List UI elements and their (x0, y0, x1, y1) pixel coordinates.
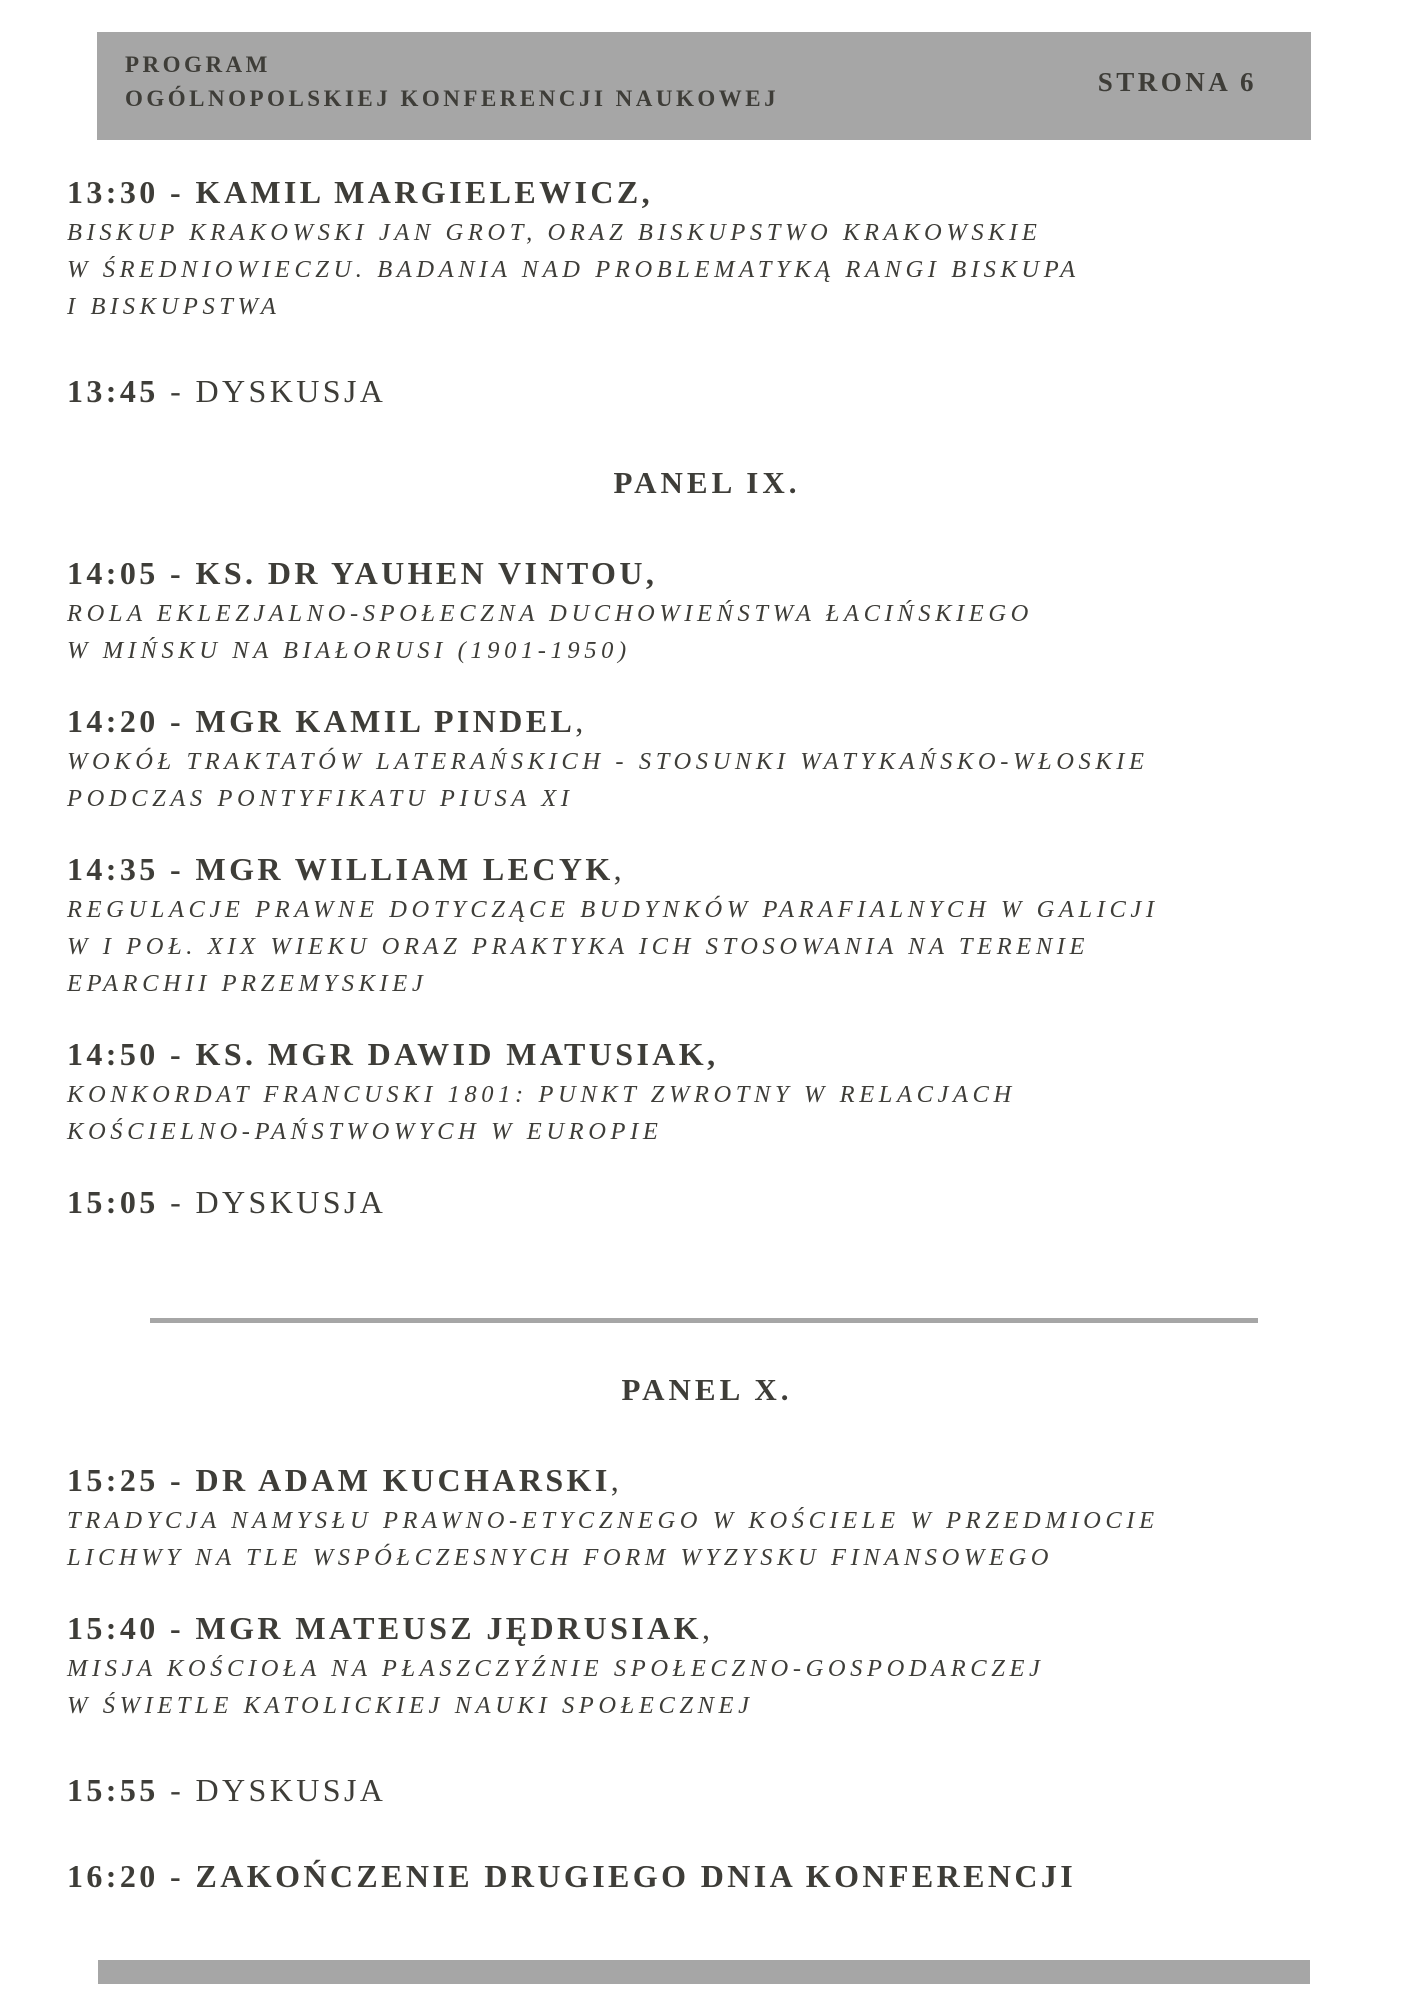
entry-comma: , (610, 1462, 623, 1498)
entry-heading (67, 1034, 1327, 1074)
entry-time: 16:20 - (67, 1858, 185, 1894)
entry-heading (67, 1460, 1327, 1500)
entry-comma: , (701, 1610, 714, 1646)
program-entry (67, 1770, 1327, 1810)
entry-time: 15:05 (67, 1184, 159, 1220)
program-entry (67, 1608, 1327, 1724)
entry-heading (67, 172, 1327, 212)
entry-speaker: MGR WILLIAM LECYK (195, 851, 614, 887)
entry-heading (67, 849, 1327, 889)
footer-bar (98, 1960, 1310, 1984)
program-entry (67, 1182, 1327, 1222)
panel-heading: PANEL X. (621, 1372, 793, 1407)
entry-speaker: KAMIL MARGIELEWICZ, (195, 174, 654, 210)
entry-time: 14:20 - (67, 703, 185, 739)
section-divider (150, 1318, 1258, 1323)
program-entry (67, 1460, 1327, 1576)
entry-topic: MISJA KOŚCIOŁA NA PŁASZCZYŹNIE SPOŁECZNO-GOSPODARCZEJ W ŚWIETLE KATOLICKIEJ NAUKI SPOŁECZNEJ (67, 1655, 1045, 1719)
entry-time: 13:45 (67, 373, 159, 409)
entry-speaker: MGR MATEUSZ JĘDRUSIAK (195, 1610, 702, 1646)
header-line-2: OGÓLNOPOLSKIEJ KONFERENCJI NAUKOWEJ (125, 86, 780, 111)
entry-label: - DYSKUSJA (170, 1184, 387, 1220)
program-entry (67, 371, 1327, 411)
entry-heading (67, 1856, 1327, 1896)
entry-time: 15:55 (67, 1772, 159, 1808)
entry-heading (67, 371, 1327, 411)
program-entry (67, 701, 1327, 817)
entry-time: 14:50 - (67, 1036, 185, 1072)
header-line-1: PROGRAM (125, 52, 271, 77)
entry-heading (67, 1770, 1327, 1810)
program-section-2 (67, 1370, 1327, 1928)
entry-speaker: KS. MGR DAWID MATUSIAK, (195, 1036, 719, 1072)
entry-topic: BISKUP KRAKOWSKI JAN GROT, ORAZ BISKUPSTWO KRAKOWSKIE W ŚREDNIOWIECZU. BADANIA NAD PROBLEMATYKĄ RANGI BISKUPA I BISKUPSTWA (67, 219, 1080, 320)
entry-comma: , (613, 851, 626, 887)
program-section-1 (67, 172, 1327, 1254)
page-number: STRONA 6 (1097, 67, 1257, 97)
program-entry (67, 1856, 1327, 1896)
entry-speaker: DR ADAM KUCHARSKI (195, 1462, 611, 1498)
program-entry (67, 1034, 1327, 1150)
entry-time: 13:30 - (67, 174, 185, 210)
entry-heading (67, 553, 1327, 593)
program-entry (67, 172, 1327, 325)
entry-topic: KONKORDAT FRANCUSKI 1801: PUNKT ZWROTNY W RELACJACH KOŚCIELNO-PAŃSTWOWYCH W EUROPIE (67, 1081, 1016, 1145)
entry-closing: ZAKOŃCZENIE DRUGIEGO DNIA KONFERENCJI (195, 1858, 1077, 1894)
page-header (97, 32, 1311, 140)
header-title (125, 48, 779, 116)
entry-speaker: KS. DR YAUHEN VINTOU, (195, 555, 658, 591)
entry-label: - DYSKUSJA (170, 373, 387, 409)
entry-heading (67, 1608, 1327, 1648)
entry-time: 15:25 - (67, 1462, 185, 1498)
entry-topic: TRADYCJA NAMYSŁU PRAWNO-ETYCZNEGO W KOŚCIELE W PRZEDMIOCIE LICHWY NA TLE WSPÓŁCZESNYCH FORM WYZYSKU FINANSOWEGO (67, 1507, 1159, 1571)
entry-topic: ROLA EKLEZJALNO-SPOŁECZNA DUCHOWIEŃSTWA ŁACIŃSKIEGO W MIŃSKU NA BIAŁORUSI (1901-1950) (67, 600, 1033, 664)
entry-topic: WOKÓŁ TRAKTATÓW LATERAŃSKICH - STOSUNKI WATYKAŃSKO-WŁOSKIE PODCZAS PONTYFIKATU PIUSA XI (67, 748, 1149, 812)
entry-topic: REGULACJE PRAWNE DOTYCZĄCE BUDYNKÓW PARAFIALNYCH W GALICJI W I POŁ. XIX WIEKU ORAZ PRAKTYKA ICH STOSOWANIA NA TERENIE EPARCHII PRZEMYSKIEJ (67, 896, 1159, 997)
entry-time: 14:35 - (67, 851, 185, 887)
entry-time: 14:05 - (67, 555, 185, 591)
entry-time: 15:40 - (67, 1610, 185, 1646)
entry-heading (67, 1182, 1327, 1222)
program-entry (67, 553, 1327, 669)
entry-label: - DYSKUSJA (170, 1772, 387, 1808)
entry-speaker: MGR KAMIL PINDEL (195, 703, 576, 739)
program-entry (67, 849, 1327, 1002)
entry-comma: , (575, 703, 587, 739)
panel-heading: PANEL IX. (613, 465, 801, 500)
entry-heading (67, 701, 1327, 741)
